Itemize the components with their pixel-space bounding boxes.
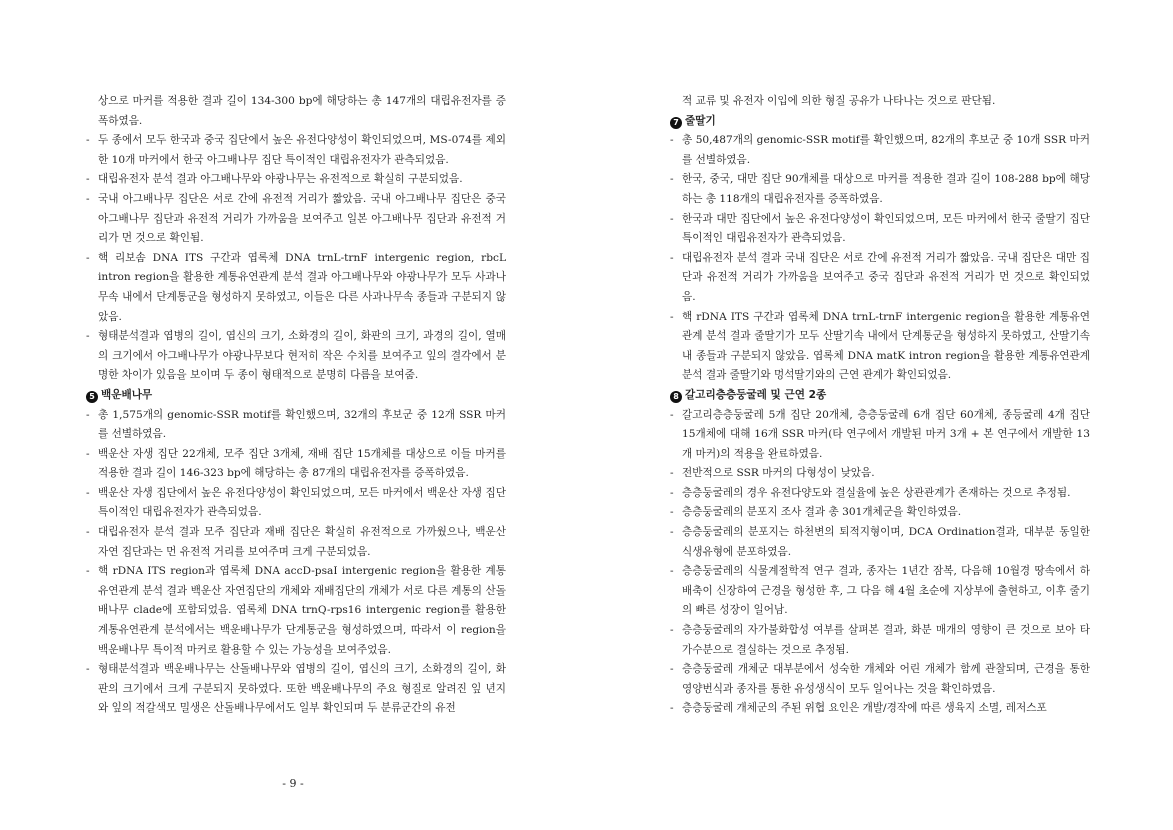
dash-bullet-icon: -	[86, 134, 90, 147]
continued-paragraph	[86, 92, 506, 131]
dash-bullet-icon: -	[86, 447, 90, 460]
bullet-item	[86, 406, 506, 445]
bullet-item	[86, 249, 506, 327]
bullet-item	[86, 660, 506, 719]
paragraph-text: 층층둥굴레의 분포지는 하천변의 퇴적지형이며, DCA Ordination결과, 대부분 동일한 식생유형에 분포하였음.	[682, 526, 1090, 558]
dash-bullet-icon: -	[670, 310, 674, 323]
paragraph-text: 층층둥굴레 개체군 대부분에서 성숙한 개체와 어린 개체가 함께 관찰되며, 근경을 통한 영양번식과 종자를 통한 유성생식이 모두 일어나는 것을 확인하였음.	[682, 663, 1090, 695]
circled-number-icon: 7	[670, 117, 682, 129]
paragraph-text: 총 50,487개의 genomic-SSR motif를 확인했으며, 82개의 후보군 중 10개 SSR 마커를 선별하였음.	[682, 134, 1090, 166]
paragraph-text: 총 1,575개의 genomic-SSR motif를 확인했으며, 32개의 후보군 중 12개 SSR 마커를 선별하였음.	[98, 408, 506, 441]
bullet-item	[86, 484, 506, 523]
paragraph-text: 대립유전자 분석 결과 아그배나무와 야광나무는 유전적으로 확실히 구분되었음.	[98, 173, 463, 186]
dash-bullet-icon: -	[670, 526, 674, 539]
bullet-item	[670, 699, 1090, 719]
section-heading	[86, 386, 506, 406]
dash-bullet-icon: -	[670, 467, 674, 480]
circled-number-icon: 8	[670, 391, 682, 403]
paragraph-text: 대립유전자 분석 결과 모주 집단과 재배 집단은 확실히 유전적으로 가까웠으나, 백운산 자연 집단과는 먼 유전적 거리를 보여주며 크게 구분되었음.	[98, 526, 506, 558]
paragraph-text: 한국과 대만 집단에서 높은 유전다양성이 확인되었으며, 모든 마커에서 한국 줄딸기 집단 특이적인 대립유전자가 관측되었음.	[682, 212, 1090, 245]
bullet-item	[670, 484, 1090, 504]
dash-bullet-icon: -	[670, 506, 674, 519]
paragraph-text: 층층둥굴레의 식물계절학적 연구 결과, 종자는 1년간 잠복, 다음해 10월경 땅속에서 하배축이 신장하여 근경을 형성한 후, 그 다음 해 4월 초순에 지상부에 출현하고, 이후 줄기의 빠른 성장이 일어남.	[682, 565, 1090, 617]
dash-bullet-icon: -	[670, 134, 674, 147]
paragraph-text: 국내 아그배나무 집단은 서로 간에 유전적 거리가 짧았음. 국내 아그배나무 집단은 중국 아그배나무 집단과 유전적 거리가 가까움을 보여주고 일본 아그배나무 집단과 유전적 거리가 먼 것으로 확인됨.	[98, 192, 506, 245]
section-heading-text: 백운배나무	[101, 388, 153, 401]
paragraph-text: 상으로 마커를 적용한 결과 길이 134-300 bp에 해당하는 총 147개의 대립유전자를 증폭하였음.	[98, 95, 506, 127]
bullet-item	[86, 131, 506, 170]
paragraph-text: 핵 리보솜 DNA ITS 구간과 엽록체 DNA trnL-trnF intergenic region, rbcL intron region을 활용한 계통유연관계 분석 결과 아그배나무와 야광나무가 모두 사과나무속 내에서 단계통군을 형성하지 못하였고, 이들은 다른 사과나무속 종들과 구분되지 않았음.	[98, 251, 506, 323]
dash-bullet-icon: -	[86, 408, 90, 421]
dash-bullet-icon: -	[86, 192, 90, 205]
paragraph-text: 적 교류 및 유전자 이입에 의한 형질 공유가 나타나는 것으로 판단됨.	[682, 95, 996, 107]
bullet-item	[670, 131, 1090, 170]
bullet-item	[670, 621, 1090, 660]
paragraph-text: 층층둥굴레의 분포지 조사 결과 총 301개체군을 확인하였음.	[682, 506, 962, 519]
paragraph-text: 핵 rDNA ITS 구간과 엽록체 DNA trnL-trnF intergenic region을 활용한 계통유연관계 분석 결과 줄딸기가 모두 산딸기속 내에서 단계통군을 형성하지 못하였고, 산딸기속내 종들과 구분되지 않았음. 엽록체 DNA matK intron region을 활용한 계통유연관계 분석 결과 줄딸기와 멍석딸기와의 근연 관계가 확인되었음.	[682, 310, 1090, 382]
bullet-item	[670, 406, 1090, 465]
bullet-item	[670, 660, 1090, 699]
dash-bullet-icon: -	[86, 526, 90, 539]
dash-bullet-icon: -	[86, 330, 90, 343]
bullet-item	[86, 190, 506, 249]
paragraph-text: 층층둥굴레의 경우 유전다양도와 결실율에 높은 상관관계가 존재하는 것으로 추정됨.	[682, 486, 1071, 499]
section-heading	[670, 386, 1090, 406]
section-heading-text: 줄딸기	[685, 114, 716, 127]
dash-bullet-icon: -	[86, 486, 90, 499]
paragraph-text: 갈고리층층둥굴레 5개 집단 20개체, 층층둥굴레 6개 집단 60개체, 종등굴레 4개 집단 15개체에 대해 16개 SSR 마커(타 연구에서 개발된 마커 3개 + 본 연구에서 개발한 13개 마커)의 적용을 완료하였음.	[682, 408, 1090, 460]
paragraph-text: 형태분석결과 엽병의 길이, 엽신의 크기, 소화경의 길이, 화판의 크기, 과경의 길이, 열매의 크기에서 아그배나무가 야광나무보다 현저히 작은 수치를 보여주고 잎의 결각에서 분명한 차이가 있음을 보이며 두 종이 형태적으로 분명히 다름을 보여줌.	[98, 330, 506, 382]
bullet-item	[670, 170, 1090, 209]
paragraph-text: 전반적으로 SSR 마커의 다형성이 낮았음.	[682, 467, 875, 480]
bullet-item	[670, 210, 1090, 249]
paragraph-text: 백운산 자생 집단 22개체, 모주 집단 3개체, 재배 집단 15개체를 대상으로 이들 마커를 적용한 결과 길이 146-323 bp에 해당하는 총 87개의 대립유전자를 증폭하였음.	[98, 447, 506, 480]
paragraph-text: 층층둥굴레 개체군의 주된 위협 요인은 개발/경작에 따른 생육지 소멸, 레저스포	[682, 702, 1047, 715]
bullet-item	[86, 327, 506, 386]
bullet-item	[670, 249, 1090, 308]
dash-bullet-icon: -	[670, 486, 674, 499]
dash-bullet-icon: -	[670, 212, 674, 225]
paragraph-text: 핵 rDNA ITS region과 엽록체 DNA accD-psaI intergenic region을 활용한 계통유연관계 분석 결과 백운산 자연집단의 개체와 재배집단의 개체가 서로 다른 계통의 산돌배나무 clade에 포함되었음. 엽록체 DNA trnQ-rps16 intergenic region를 활용한 계통유연관계 분석에서는 백운배나무가 단계통군을 형성하였으며, 따라서 이 region을 백운배나무 특이적 마커로 활용할 수 있는 가능성을 보여주었음.	[98, 565, 506, 656]
bullet-item	[86, 562, 506, 660]
paragraph-text: 백운산 자생 집단에서 높은 유전다양성이 확인되었으며, 모든 마커에서 백운산 자생 집단 특이적인 대립유전자가 관측되었음.	[98, 486, 506, 519]
circled-number-icon: 5	[86, 391, 98, 403]
bullet-item	[670, 562, 1090, 621]
bullet-item	[670, 308, 1090, 386]
section-heading-text: 갈고리층층둥굴레 및 근연 2종	[685, 388, 827, 401]
paragraph-text: 한국, 중국, 대만 집단 90개체를 대상으로 마커를 적용한 결과 길이 108-288 bp에 해당하는 총 118개의 대립유전자를 증폭하였음.	[682, 173, 1090, 205]
dash-bullet-icon: -	[670, 565, 674, 578]
left-column	[86, 92, 506, 719]
dash-bullet-icon: -	[670, 408, 674, 421]
page-number: - 9 -	[282, 777, 304, 790]
dash-bullet-icon: -	[86, 173, 90, 186]
dash-bullet-icon: -	[86, 663, 90, 676]
dash-bullet-icon: -	[670, 173, 674, 186]
dash-bullet-icon: -	[670, 251, 674, 264]
bullet-item	[86, 445, 506, 484]
section-heading	[670, 112, 1090, 132]
bullet-item	[670, 464, 1090, 484]
bullet-item	[670, 523, 1090, 562]
dash-bullet-icon: -	[86, 251, 90, 264]
paragraph-text: 형태분석결과 백운배나무는 산돌배나무와 엽병의 길이, 엽신의 크기, 소화경의 길이, 화판의 크기에서 크게 구분되지 못하였다. 또한 백운배나무의 주요 형질로 알려진 잎 년지와 잎의 적갈색모 밀생은 산돌배나무에서도 일부 확인되며 두 분류군간의 유전	[98, 663, 506, 715]
paragraph-text: 층층둥굴레의 자가불화합성 여부를 살펴본 결과, 화분 매개의 영향이 큰 것으로 보아 타가수분으로 결실하는 것으로 추정됨.	[682, 624, 1090, 656]
right-column	[670, 92, 1090, 719]
dash-bullet-icon: -	[670, 624, 674, 637]
bullet-item	[86, 523, 506, 562]
dash-bullet-icon: -	[670, 702, 674, 715]
paragraph-text: 두 종에서 모두 한국과 중국 집단에서 높은 유전다양성이 확인되었으며, MS-074를 제외한 10개 마커에서 한국 아그배나무 집단 특이적인 대립유전자가 관측되었음.	[98, 134, 506, 166]
paragraph-text: 대립유전자 분석 결과 국내 집단은 서로 간에 유전적 거리가 짧았음. 국내 집단은 대만 집단과 유전적 거리가 가까움을 보여주고 중국 집단과 유전적 거리가 먼 것으로 확인되었음.	[682, 251, 1090, 303]
dash-bullet-icon: -	[670, 663, 674, 676]
bullet-item	[86, 170, 506, 190]
continued-paragraph	[670, 92, 1090, 112]
bullet-item	[670, 503, 1090, 523]
dash-bullet-icon: -	[86, 565, 90, 578]
